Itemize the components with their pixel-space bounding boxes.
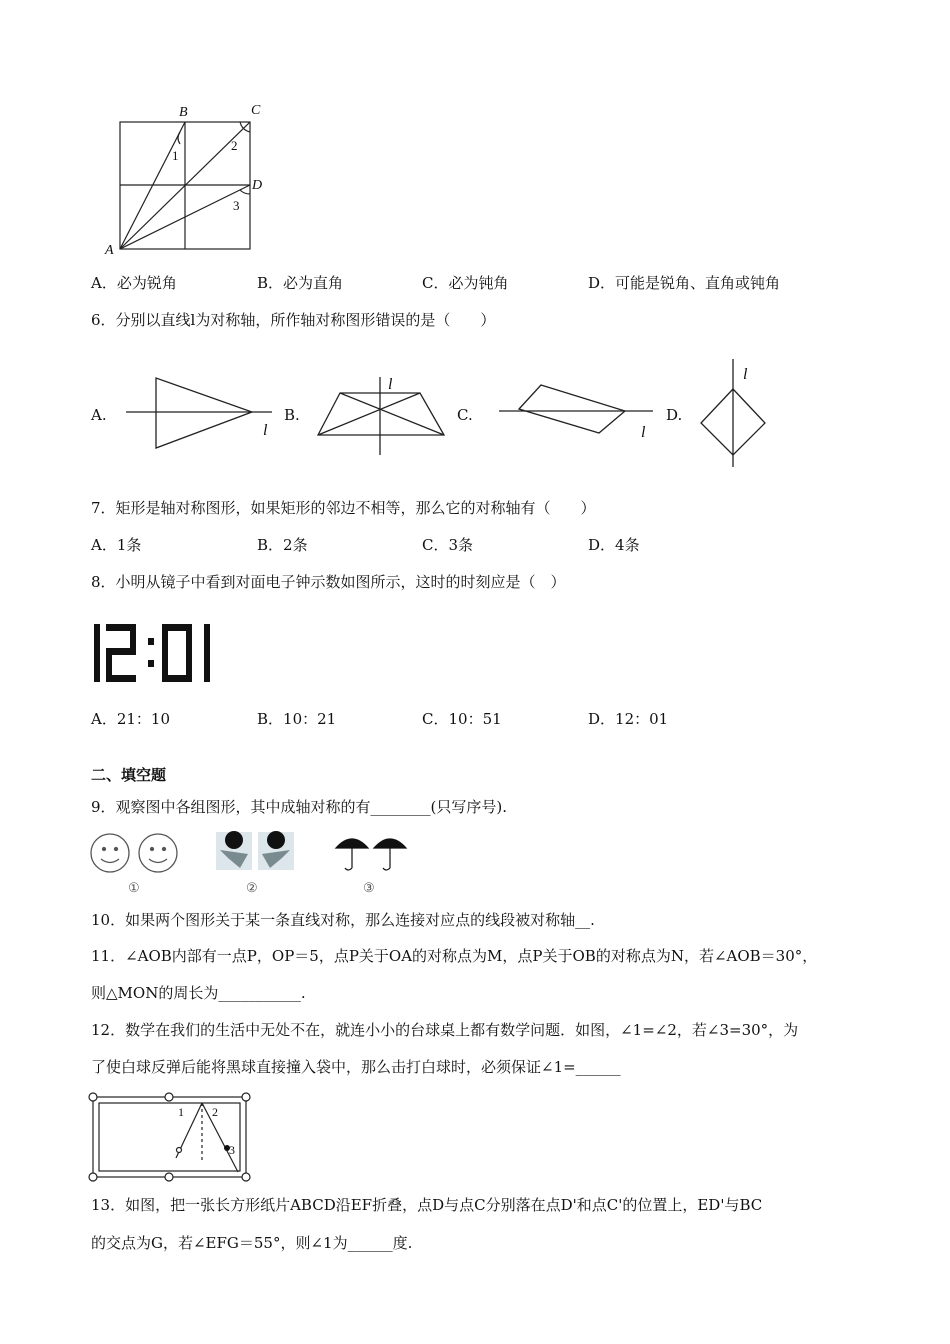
q12-white-ball <box>177 1148 182 1153</box>
q9-label-1: ① <box>128 880 140 895</box>
q8-option-d[interactable]: D．12：01 <box>588 710 669 728</box>
q6-a-axis-label: l <box>263 422 268 439</box>
q13-line1: 13．如图，把一张长方形纸片ABCD沿EF折叠，点D与点C分别落在点D'和点C'的位置上，ED'与BC <box>91 1196 763 1214</box>
q8-clock-digits <box>94 624 210 682</box>
q12-angle-2: 2 <box>212 1105 218 1119</box>
q9-label-3: ③ <box>363 880 375 895</box>
q8-option-b[interactable]: B．10：21 <box>257 710 337 728</box>
q12-angle-3: 3 <box>229 1143 235 1157</box>
q6-option-a-label[interactable]: A. <box>91 406 107 424</box>
q5-label-B: B <box>179 105 188 120</box>
q5-angle-1: 1 <box>172 148 179 163</box>
q7-option-b[interactable]: B．2条 <box>257 536 308 554</box>
q8-option-c[interactable]: C．10：51 <box>422 710 502 728</box>
q6-d-axis-label: l <box>743 366 748 383</box>
q6-option-b-label[interactable]: B. <box>284 406 300 424</box>
q9-figures <box>88 828 418 898</box>
q11-line1: 11．∠AOB内部有一点P，OP＝5，点P关于OA的对称点为M，点P关于OB的对称点为N，若∠AOB＝30°， <box>91 947 818 965</box>
q5-angle-2: 2 <box>231 138 238 153</box>
q9-smiley-icon <box>91 834 177 872</box>
q12-line2: 了使白球反弹后能将黑球直接撞入袋中，那么击打白球时，必须保证∠1=______ <box>91 1058 621 1076</box>
q10-stem: 10．如果两个图形关于某一条直线对称，那么连接对应点的线段被对称轴__. <box>91 911 595 929</box>
q5-label-A: A <box>105 243 114 258</box>
q13-line2: 的交点为G，若∠EFG＝55°，则∠1为______度. <box>91 1234 413 1252</box>
q5-angle-3: 3 <box>233 198 240 213</box>
q6-option-c-label[interactable]: C. <box>457 406 473 424</box>
q8-stem: 8．小明从镜子中看到对面电子钟示数如图所示，这时的时刻应是（ ） <box>91 573 566 591</box>
q12-angle-1: 1 <box>178 1105 184 1119</box>
q5-label-C: C <box>251 103 261 118</box>
q5-option-c[interactable]: C．必为钝角 <box>422 274 509 292</box>
q5-option-a[interactable]: A．必为锐角 <box>91 274 177 292</box>
q12-table-outer <box>93 1097 246 1177</box>
q6-option-d-label[interactable]: D. <box>666 406 683 424</box>
q7-option-a[interactable]: A．1条 <box>91 536 142 554</box>
q5-label-D: D <box>252 178 263 193</box>
q5-option-d[interactable]: D．可能是锐角、直角或钝角 <box>588 274 781 292</box>
q8-clock-text: 12:01 <box>92 618 95 619</box>
q5-square-figure <box>100 98 280 258</box>
q12-billiard-table <box>88 1092 253 1184</box>
q6-figure-c[interactable] <box>495 375 660 445</box>
section-title-fill-blank: 二、填空题 <box>91 766 167 784</box>
q6-figure-a[interactable] <box>120 370 280 460</box>
q7-option-d[interactable]: D．4条 <box>588 536 640 554</box>
q6-figure-d[interactable] <box>695 355 775 470</box>
q8-option-a[interactable]: A．21：10 <box>91 710 171 728</box>
q9-umbrella-icon <box>336 839 406 870</box>
q12-black-ball-path <box>202 1103 238 1172</box>
q6-c-axis-label: l <box>641 424 646 441</box>
q12-line1: 12．数学在我们的生活中无处不在，就连小小的台球桌上都有数学问题．如图，∠1=∠2，若∠3=30°，为 <box>91 1021 799 1039</box>
q7-option-c[interactable]: C．3条 <box>422 536 474 554</box>
q6-stem: 6．分别以直线l为对称轴，所作轴对称图形错误的是（ ） <box>91 311 496 329</box>
q9-label-2: ② <box>246 880 258 895</box>
q7-stem: 7．矩形是轴对称图形，如果矩形的邻边不相等，那么它的对称轴有（ ） <box>91 499 596 517</box>
q9-scarf-figure-icon <box>216 831 294 870</box>
q12-table-inner <box>99 1103 240 1171</box>
q6-figure-b[interactable] <box>310 375 455 460</box>
q6-b-axis-label: l <box>388 376 393 393</box>
q11-line2: 则△MON的周长为___________. <box>91 984 306 1002</box>
q5-option-b[interactable]: B．必为直角 <box>257 274 344 292</box>
q8-mirror-clock <box>92 618 222 686</box>
q9-stem: 9．观察图中各组图形，其中成轴对称的有________(只写序号). <box>91 798 508 816</box>
